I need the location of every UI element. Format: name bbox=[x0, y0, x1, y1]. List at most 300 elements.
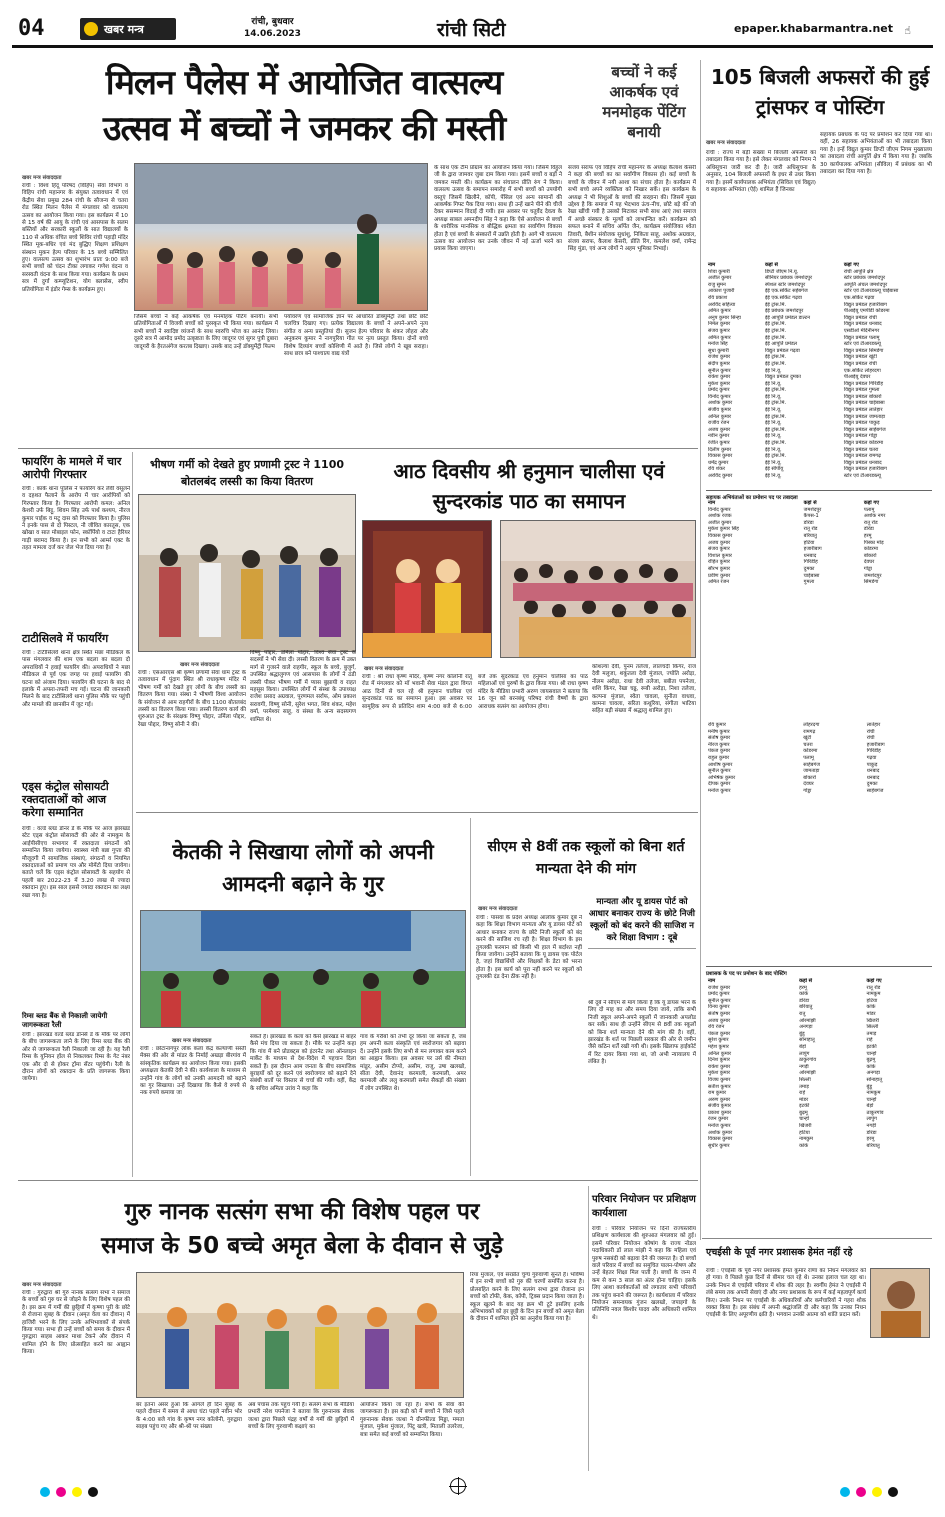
table-row bbox=[706, 1037, 932, 1044]
table-cell: सिल्ली bbox=[799, 1076, 811, 1083]
transfer-table-3 bbox=[706, 978, 932, 1228]
table-cell: संजय कुमार bbox=[708, 546, 730, 553]
table-row bbox=[706, 1090, 932, 1097]
registration-marks-left bbox=[40, 1482, 104, 1501]
table-row bbox=[706, 400, 932, 407]
table-cell: विद्युत प्रमंडल सिमडेगा bbox=[843, 347, 884, 354]
table-header-cell: कहां से bbox=[764, 262, 778, 268]
table-cell: दीपक कुमार bbox=[708, 781, 731, 788]
table-cell: ईई प्रबंधक जमशेदपुर bbox=[764, 308, 804, 315]
lead-col4: के साथ एक टीम प्रोग्राम का आयोजन किया गया। जिसमें विहुल जी के द्वारा जामवर जुबा दाम किया गया। इसमें बच्चों व बड़ों ने जमकर मस्ती की। कार्यक्रम का संचालन प्रीति रुंग ने किया। वात्सल्य उत्सव के समापन समारोह में सभी बच्चों को उपयोगी वस्तुएं जिसमें खिलौने, कॉपी, पेंसिल एवं अन्य सामानों की आकर्षक गिफ्ट पैक दिया गया। साथ ही उन्हें खाने पीने की चीजें देकर ससम्मान विदाई दी गयी। इस अवसर पर चतुर्वेद देवत्व के अध्यक्ष साबल अमनदीप सिंह ने कहा कि ऐसे आयोजन से बच्चों के शारीरिक मानसिक व बौद्धिक क्षमता का सर्वांगीण विकास होता है एवं बच्चों के संस्कारों में उन्नति होती है। आगे भी वात्सल्य उत्सव का आयोजन कर उनके जीवन में नई ऊर्जा भरने का प्रयास किया जाएगा। bbox=[434, 165, 562, 253]
date-block bbox=[244, 16, 301, 40]
table-cell: निर्मल कुमार bbox=[708, 321, 731, 328]
table-cell: विद्युत प्रमंडल पाकुड़ bbox=[843, 420, 880, 427]
lassi-illustration bbox=[139, 495, 356, 652]
transfer-body2: सहायक प्रबंधक के पद पर प्रमोशन कर दिया गया था। वहीं, 26 सहायक अभियंताओं का भी तबादला किया गया है। इन्हें विद्युत कुमार डिप्टी जीएम निगम मुख्यालय का तबादला रांची आपूर्ति क्षेत्र में किया गया है। जबकि 30 कार्यपालक अभियंता (सीविल) में प्रबंधक का भी तबादला कर दिया गया है। bbox=[820, 132, 932, 176]
table-cell: विकास कुमार bbox=[708, 1136, 733, 1143]
table-cell: धनबाद bbox=[866, 768, 880, 775]
table-row bbox=[706, 368, 932, 375]
guru-headline bbox=[22, 1195, 582, 1263]
table-cell: आशीष कुमार bbox=[708, 761, 733, 768]
table-cell: बोकारो bbox=[803, 774, 816, 781]
devotees-illustration bbox=[501, 521, 696, 658]
table-cell: कांके bbox=[866, 1063, 876, 1070]
table-cell: मनोज सिंह bbox=[708, 341, 728, 348]
table-header-row bbox=[706, 978, 932, 985]
table-cell: बुढ़मू bbox=[866, 1057, 876, 1064]
registration-crosshair-icon bbox=[450, 1478, 466, 1494]
table-row bbox=[706, 1044, 932, 1051]
table-row bbox=[706, 1130, 932, 1137]
table-cell: बरियातु bbox=[799, 1004, 813, 1011]
table-row bbox=[706, 381, 932, 388]
chalisa-byline: खबर मन्त्र संवाददाता bbox=[364, 666, 404, 672]
table-cell: विशाल कुमार bbox=[708, 552, 732, 559]
table-cell: सुरेश कुमार bbox=[708, 1037, 729, 1044]
table-cell: संजय कुमार bbox=[708, 327, 730, 334]
table-cell: राहे bbox=[866, 1037, 873, 1044]
table-cell: अशोक कुमार bbox=[708, 400, 733, 407]
table-row bbox=[706, 269, 932, 276]
hemant-portrait bbox=[870, 1268, 930, 1338]
table-cell: अनिल कुमार bbox=[708, 1050, 732, 1057]
table-cell: विद्युत प्रमंडल खूंटी bbox=[843, 354, 877, 361]
table-cell: विद्युत प्रमंडल गिरिडीह bbox=[843, 380, 884, 387]
hemant-headline: एचईसी के पूर्व नगर प्रशासक हेमंत नहीं रहे bbox=[706, 1247, 853, 1258]
table-cell: अजय कुमार bbox=[708, 1017, 731, 1024]
transfer-table-2b bbox=[706, 722, 932, 962]
table-cell: जमशेदपुर bbox=[863, 572, 882, 579]
table-cell: राहुल कुमार bbox=[708, 754, 730, 761]
table-cell: कोडरमा bbox=[803, 748, 818, 755]
table-cell: ईई एक.सर्किट सहेबगंज bbox=[764, 288, 808, 295]
transfer-body: रांची : राज्य में बड़ी संख्या में बिजली अफसरों का तबादला किया गया है। इसे लेकर मंगलवार को निगम ने अधिसूचना जारी कर दी है। जारी अधिसूचना के अनुसार, 104 बिजली अफसरों के इधर से उधर किया गया है। इसमें कार्यपालक अभियंता (सिविल एवं विद्युत) व सहायक अभियंता (ऐई) शामिल हैं जिनका bbox=[706, 150, 816, 194]
table-row bbox=[706, 1143, 932, 1150]
table-row bbox=[706, 473, 932, 480]
guru-col1: रांची : गुरुद्वारा श्री गुरु नानक सत्संग सभा ने समाज के बच्चों को गुरु घर से जोड़ने के लिए विशेष पहल की है। इस क्रम में गर्मी की छुट्टियों में कृष्णा पुरी के छोटे से रोजाना सुबह के दीवान (अमृत वेला का दीवान) में हाजिरी भरने के लिए उनके अभिभावकों से संपर्क किया गया। सभा ही उन्हें बच्चों को समय के दीवान में गुरुद्वारा साहब आकर माथा टेकने और दीवान में शामिल होने के लिए प्रोत्साहित करने का आह्वान किया। bbox=[22, 1290, 130, 1356]
table-cell: अजीत कुमार bbox=[708, 519, 732, 526]
table-cell: पाकुड़ bbox=[866, 761, 878, 768]
lead-headline bbox=[18, 60, 590, 152]
table-cell: विद्युत प्रमंडल गढ़वा bbox=[764, 347, 800, 354]
cm-byline: खबर मन्त्र संवाददाता bbox=[478, 906, 518, 912]
table-row bbox=[706, 315, 932, 322]
ketaki-col1: रांची : छोटानागपुर लोक कला केंद्र कल्याणी सस्ती मेक्स की ओर से मांडर के निर्माई अखड़ा बीरगांव में सांस्कृतिक कार्यक्रम का आयोजन किया गया। इसकी अध्यक्षता केतकी देवी ने की। कार्यशाला के माध्यम से उन्होंने गांव के लोगों को उनकी आमदनी को बढ़ाने का गुर सिखाया। उन्हें दिखाया कि कैसे वे रुपये से नक रुपये कमाया जा bbox=[140, 1046, 246, 1097]
table-cell: अरुण कुमार bbox=[708, 1096, 731, 1103]
table-header-cell: कहां से bbox=[799, 978, 813, 984]
table-cell: हटिया bbox=[803, 539, 815, 546]
table-cell: चाईबासा bbox=[803, 572, 820, 579]
table-cell: राजीव रंजन bbox=[708, 420, 730, 427]
table-cell: ईई ट्रांस.मि. bbox=[764, 360, 787, 367]
lassi-distribution-photo bbox=[138, 494, 356, 652]
rims-rally-body: रांची : झारखंड वर्ल्ड ब्लड डोनर्स डे के मौके पर लोगों के बीच जागरूकता लाने के लिए रिम्स ब्लड बैंक की ओर से जागरूकता रैली निकाली जा रही है। यह रैली रिम्स के युनियन हॉल से निकलकर रिम्स के गेट नंबर एक और दो से होकर ट्रॉमा सेंटर पहुंचेगी। रैली के दौरान लोगों को रक्तदान के प्रति जागरूक किया जायेगा। bbox=[22, 1032, 130, 1083]
table-row bbox=[706, 466, 932, 473]
table-cell: आकाश पुजारी bbox=[708, 288, 735, 295]
table-cell: ओरमांझी bbox=[799, 1017, 816, 1024]
table-cell: हरमू bbox=[863, 532, 872, 539]
table-row bbox=[706, 513, 932, 520]
table-cell: विद्युत प्रमंडल चतरा bbox=[843, 446, 879, 453]
kids-dance-photo bbox=[134, 163, 428, 311]
chalisa-body: रांची : श्री राधा कृष्ण मंदिर, कृष्ण नगर कॉलोनी रातू रोड में मंगलवार को माँ भवानी सेवा मंडल द्वारा विगत आठ दिनों से चल रहे श्री हनुमान चालीसा एवं सुन्दरकांड पाठ का समापन हुआ। इस अवसर पर सामूहिक रूप से प्रतिदिन शाम 4:00 बजे से 6:00 बजे तक सुंदरकांड एवं हनुमान चालीसा का पाठ महिलाओं एवं पुरुषों के द्वारा किया गया। श्री राधा कृष्ण मंदिर के मीडिया प्रभारी अरुण जायसवाल ने बताया कि 16 जून को बरनबंधु परिषद रांची वैष्णों के द्वारा आराधक सत्संग का आयोजन होगा। bbox=[362, 674, 588, 710]
gurudwara-children-photo bbox=[136, 1272, 464, 1398]
table-cell: गोड्डा bbox=[863, 565, 872, 572]
table-row bbox=[706, 998, 932, 1005]
table-row bbox=[706, 566, 932, 573]
table-cell: ठाकुरगांव bbox=[866, 1109, 884, 1116]
aids-society-body: रांची : वर्ल्ड ब्लड डोनर डे के मौके पर आज झारखंड स्टेट एड्स कंट्रोल सोसायटी की ओर से नामकुम के आईपीसीएच सभागार में रक्तदाता संगठनों को सम्मानित किया जायेगा। स्वास्थ्य मंत्री बन्ना गुप्ता की मौजूदगी में सामाजिक संस्थाएं, संगठनों व नियमित रक्तदाताओं को प्रमाण पत्र और मोमेंटो दिया जायेगा। बताते चलें कि एड्स कंट्रोल सोसायटी के सहयोग से पहली बार 2022-23 में 3.20 लाख से ज्यादा रक्तदान हुए। इस साल इससे ज्यादा रक्तदान का लक्ष्य रखा गया है। bbox=[22, 826, 130, 899]
table-cell: बुंडू bbox=[799, 1030, 805, 1037]
magenta-dot bbox=[56, 1487, 66, 1497]
table-row bbox=[706, 440, 932, 447]
table-row bbox=[706, 1024, 932, 1031]
table-row bbox=[706, 1116, 932, 1123]
table-cell: पलामू bbox=[803, 754, 814, 761]
table-row bbox=[706, 1064, 932, 1071]
table-row bbox=[706, 1051, 932, 1058]
table-cell: विद्युत प्रमंडल दुमका bbox=[764, 374, 801, 381]
table-cell: संतोष कुमार bbox=[708, 1010, 731, 1017]
hemant-body: रांची : एचईसी के पूर्व नगर प्रशासक हेमंत कुमार राणा का निधन मंगलवार को हो गया। वे पिछले कुछ दिनों से बीमार चल रहे थे। उनका इलाज चल रहा था। उनके निधन से एचईसी परिवार में शोक की लहर है। स्वर्गीय हेमंत ने एचईसी में लंबे समय तक अपनी सेवाएं दी और नगर प्रशासक के रूप में कई महत्वपूर्ण कार्य किए। उनके निधन पर एचईसी के अधिकारियों और कर्मचारियों ने गहरा शोक व्यक्त किया है। इस संबंध में अपनी श्रद्धांजलि दी और कहा कि उनका निधन एचईसी के लिए अपूरणीय क्षति है। भगवान उनकी आत्मा को शांति प्रदान करें। bbox=[706, 1268, 866, 1319]
table-row bbox=[706, 1084, 932, 1091]
transfer-table3-title: प्रशासक के पद पर प्रमोशन के बाद पोस्टिंग bbox=[706, 966, 932, 977]
table-cell: डोरंडा bbox=[799, 997, 810, 1004]
table-cell: विनय कुमार bbox=[708, 1004, 730, 1011]
table-cell: रातू bbox=[799, 1010, 806, 1017]
guru-col4: आयोजन किया जा रहा है। सभा के सेवा की जागरूकता है। इस कड़ी को में बच्चों ने जिसे पहले गुरुनानक सेवक जत्था ने ग्रीनफील्ड मिड्ढा, ममता मुंजाल, मुकेश मुंजाल, पिंटू खत्री, मिताली तलरेजा, बत्रा समेत कई बच्चों को सम्मानित किया। bbox=[360, 1402, 464, 1438]
table-cell: पीआईयू देवघर bbox=[843, 374, 871, 381]
table-cell: ईई आपूर्ति प्रमंडल डाल्टन bbox=[764, 314, 811, 321]
table-cell: अजीत कुमार bbox=[708, 275, 732, 282]
transfer-table-ae-cont bbox=[706, 722, 932, 795]
transfer-table-ae bbox=[706, 500, 932, 586]
table-cell: विद्युत प्रमंडल लातेहार bbox=[843, 407, 883, 414]
lead-headline-line1: मिलन पैलेस में आयोजित वात्सल्य bbox=[105, 63, 503, 103]
table-cell: तमाड़ bbox=[866, 1030, 877, 1037]
table-cell: मनीष कुमार bbox=[708, 728, 730, 735]
table-cell: लापुंग bbox=[799, 1050, 810, 1057]
table-cell: मनोज कुमार bbox=[708, 787, 731, 794]
table-cell: विद्युत प्रमंडल धनबाद bbox=[843, 321, 882, 328]
table-cell: स्टोर एवं टीआरडब्ल्यू चाईबासा bbox=[843, 288, 899, 295]
table-cell: राम कुमार bbox=[708, 1090, 727, 1097]
table-cell: सोनाहातू bbox=[866, 1076, 883, 1083]
cm-kicker: मान्यता और यू डायस पोर्ट को आधार बनाकर राज्य के छोटे निजी स्कूलों को बंद करने की साजिश न करे शिक्षा विभाग : दूबे bbox=[588, 896, 696, 949]
table-cell: प्रवीण कुमार bbox=[708, 572, 731, 579]
guru-headline-line2: समाज के 50 बच्चे अमृत बेला के दीवान से जुड़े bbox=[101, 1233, 503, 1259]
table-row bbox=[706, 1103, 932, 1110]
workshop-illustration bbox=[141, 911, 466, 1028]
rims-rally-headline: रिम्स ब्लड बैंक से निकाली जायेगी जागरूकता रैली bbox=[22, 1012, 108, 1029]
table-cell: प्रमोद कुमार bbox=[708, 387, 730, 394]
guru-col3: अब पचास तक पहुंच गयी है। सत्संग सभा के मीडिया प्रभारी नरेश पपनेजा ने बताया कि गुरुनानक सेवक जत्था द्वारा पिछले पंद्रह वर्षों से गर्मी की छुट्टियों में बच्चों के लिए गुरुवाणी कक्षाएं का bbox=[248, 1402, 354, 1431]
table-cell: विद्युत प्रमंडल बोकारो bbox=[843, 393, 882, 400]
table-cell: शिवा कुमारी bbox=[708, 268, 730, 275]
brand-logo-icon bbox=[84, 22, 98, 36]
cyan-dot bbox=[40, 1487, 50, 1497]
table-cell: ओरमांझी bbox=[799, 1070, 816, 1077]
table-cell: रांची आपूर्ति क्षेत्र bbox=[843, 268, 874, 275]
table-cell: रवि शंकर bbox=[708, 466, 725, 473]
table-row bbox=[706, 729, 932, 736]
table-row bbox=[706, 361, 932, 368]
table-cell: सिल्ली bbox=[866, 1024, 879, 1031]
transfer-headline: 105 बिजली अफसरों की हुई ट्रांसफर व पोस्टिंग bbox=[710, 65, 930, 119]
transfer-table-2 bbox=[706, 500, 932, 718]
yellow-dot bbox=[872, 1487, 882, 1497]
table-row bbox=[706, 1077, 932, 1084]
table-header-cell: नाम bbox=[708, 262, 716, 268]
guru-col5: रिया मुंजाल, एवं सरप्रीत चुग्घ गुरुवाणी सुनते हैं। भविष्य में इन सभी बच्चों को गुरु की चरणों समर्पित करना है। प्रोत्साहित करने के लिए सत्संग सभा द्वारा रोजाना इन बच्चों को टॉफी, केक, कॉपी, ट्रिक्स प्रदान किया जाता है। स्कूल खुलने के बाद यह क्रम भी टूटे इसलिए इनके अभिभावकों को हर छुट्टी के दिन इन बच्चों को अमृत बेला के दीवान में शामिल होने का अनुरोध किया गया है। bbox=[470, 1272, 584, 1323]
table-cell: स्टोर एवं टीआरडब्ल्यू bbox=[843, 473, 881, 479]
table-row bbox=[706, 387, 932, 394]
table-header-row bbox=[706, 262, 932, 269]
table-cell: अरविंद कुमार bbox=[708, 473, 733, 479]
table-row bbox=[706, 579, 932, 586]
lassi-body: रांची : एसआरएस श्री कृष्ण प्रणामी सेवा धाम ट्रस्ट के तत्वावधान में पुंदाग स्थित श्री राधाकृष्ण मंदिर में भीषण गर्मी को देखते हुए लोगों के बीच लस्सी का वितरण किया गया। संस्था ने भीषणी विश्व आयोजन के संयोजन से आम राहगीरों के बीच 1100 बोतलबंद लस्सी का वितरण किया गया। लस्सी वितरण कार्य की शुरुआत ट्रस्ट के संरक्षक विष्णु पोद्दार, उर्मिला पोद्दार, रेखा पोद्दार, विष्णु सोनी ने की। bbox=[138, 670, 246, 728]
table-cell: लातेहार bbox=[866, 722, 881, 728]
table-row bbox=[706, 460, 932, 467]
table-cell: खिजरी bbox=[799, 1123, 812, 1130]
table-cell: पंकज कुमार bbox=[708, 748, 731, 755]
table-row bbox=[706, 420, 932, 427]
deities-illustration bbox=[363, 521, 492, 658]
table-cell: दुमका bbox=[866, 781, 878, 788]
table-row bbox=[706, 1136, 932, 1143]
table-cell: मांडर bbox=[866, 1010, 876, 1017]
tatisilwai-headline: टाटीसिलवे में फायरिंग bbox=[22, 632, 109, 645]
table-cell: सीनियर प्रबंधक जमशेदपुर bbox=[764, 275, 813, 282]
table-cell: अजय कुमार bbox=[708, 426, 731, 433]
table-cell: बोकारो bbox=[863, 552, 877, 559]
table-cell: नामकुम bbox=[866, 991, 881, 998]
table-row bbox=[706, 1031, 932, 1038]
yellow-dot bbox=[72, 1487, 82, 1497]
table-cell: विद्युत प्रमंडल रामगढ़ bbox=[843, 453, 881, 460]
table-cell: गिरिडीह bbox=[866, 748, 881, 755]
table-cell: सुनील कुमार bbox=[708, 768, 731, 775]
black-dot bbox=[88, 1487, 98, 1497]
lead-col5: संजय सराफ एवं विहिप रांची महानगर के अध्यक्ष कैलाश केसरी ने कहा की बच्चों का का सर्वांगीण विकास हो। कई बच्चों के बच्चों के जीवन में नयी आशा का संचार होता है। कार्यक्रम में सभी बच्चे अपने व्यक्तित्व को निखार सकें। इस कार्यक्रम के अध्यक्ष ने भी शिशुओं के बच्चों की सरहाना की। जिसमें मुख्य उद्देश्य है कि समाज में यह भेदभाव ऊंच-नीच, छोटे बड़े की जो रेखा खींची गयी है उसको मिटाकर सभी साथ आएं तथा समाज में अच्छे संस्कार के मूल्यों को लाभान्वित करें। कार्यक्रम को सफल बनाने में सचिव अर्पित जैन, कार्यक्रम संयोजिका श्वेता तिवारी, बैशीन संयोजक सुधांशु, निकिता साहू, अशोक अग्रवाल, संजय सराफ, कैलाश केसरी, प्रीति रिंग, कमलेश वर्मा, रामेन्द्र सिंह मुंडा, एवं अन्य लोगों ने अहम भूमिका निभाई। bbox=[568, 165, 696, 253]
table-cell: जमशेदपुर bbox=[803, 506, 822, 513]
table-cell: चान्हो bbox=[799, 1116, 810, 1123]
table-cell: राहे bbox=[799, 1090, 806, 1097]
table-cell: राजु सुमन bbox=[708, 281, 726, 288]
table-cell: डोरंडा bbox=[866, 1129, 877, 1136]
table-cell: बुंडू bbox=[866, 1083, 873, 1090]
table-cell: अमित रंजन bbox=[708, 579, 730, 586]
table-row bbox=[706, 533, 932, 540]
table-cell: रांची bbox=[866, 728, 875, 735]
table-cell: ईई नि.यू. bbox=[764, 459, 782, 466]
table-cell: ईई ट्रांस.मि. bbox=[764, 334, 787, 341]
table-row bbox=[706, 374, 932, 381]
table-row bbox=[706, 573, 932, 580]
table-cell: एक.सर्किट लोहरदगा bbox=[843, 367, 881, 374]
ketaki-col3: गांव के गरीबों को तभी दूर किया जा सकता है, जब हम अपनी कला संस्कृति एवं स्वरोजगार को बढ़ावा दें। उन्होंने इसके लिए सभी से मन लगाकर काम करने का आह्वान किया। इस अवसर पर उर्स की नीमता मांडुर, असीम टोप्पो, असीम, राजू, उषा खलखो, सीता देवी, देवानंद करमाली, करमाली, अमर करमाली और ललु करमाली समेत सैकड़ों की संख्या में लोग उपस्थित थे। bbox=[360, 1034, 466, 1092]
table-header-cell: नाम bbox=[708, 500, 716, 506]
page-number: 04 bbox=[18, 16, 45, 41]
table-row bbox=[706, 427, 932, 434]
gurudwara-illustration bbox=[137, 1273, 464, 1398]
table-cell: खिजरी bbox=[866, 1017, 879, 1024]
table-header-cell: कहां से bbox=[803, 500, 817, 506]
table-row bbox=[706, 788, 932, 795]
table-cell: रामगढ़ bbox=[803, 728, 816, 735]
guru-headline-line1: गुरु नानक सत्संग सभा की विशेष पहल पर bbox=[124, 1199, 480, 1225]
table-cell: लोहरदगा bbox=[803, 722, 820, 728]
table-row bbox=[706, 354, 932, 361]
table-row bbox=[706, 1110, 932, 1117]
table-cell: मुकेश कुमार bbox=[708, 380, 730, 387]
table-cell: ईई नि.यू. bbox=[764, 407, 782, 414]
table-row bbox=[706, 553, 932, 560]
table-cell: हरमू bbox=[799, 984, 807, 991]
table-cell: नामकुम bbox=[866, 1090, 881, 1097]
table-cell: अशोक कुमार bbox=[708, 1129, 733, 1136]
table-cell: पलामू bbox=[863, 506, 875, 513]
table-row bbox=[706, 748, 932, 755]
table-cell: डिप्टी जीएम नि.यू. bbox=[764, 268, 799, 275]
table-cell: राकेश कुमार bbox=[708, 374, 731, 381]
date-city: रांची, बुधवार bbox=[251, 17, 294, 27]
lassi-byline: खबर मन्त्र संवाददाता bbox=[180, 662, 220, 668]
table-cell: ईई एक.सर्किट गढ़वा bbox=[764, 294, 802, 301]
table-cell: बरियातु bbox=[803, 532, 817, 539]
lead-col2: जिसमें बच्चों ने कई आकर्षक एवं मनमोहक पेंटिंग बनायी। सभी प्रतियोगिताओं में विजयी बच्चों को पुरस्कृत भी किया गया। कार्यक्रम में सभी बच्चों ने स्वादिष्ट व्यंजनों के साथ स्वरुचि भोज का आनंद लिया। दूसरे सत्र में आमोद प्रमोद उत्कृष्टता के लिए जादूगर एवं सुगर पुत्री दुबारा जादूगरी के हैरतअंगेज करतब दिखाए। उसके बाद उन्हें डॉक्युमेंट्री फिल्म bbox=[134, 314, 278, 350]
table-cell: ईई ट्रांस.मि. bbox=[764, 426, 787, 433]
table-cell: बेड़ो bbox=[799, 1043, 806, 1050]
table-row bbox=[706, 781, 932, 788]
table-cell: स्टोर प्रबंधक जमशेदपुर bbox=[843, 275, 886, 282]
guru-byline: खबर मन्त्र संवाददाता bbox=[22, 1282, 62, 1288]
table-cell: अमित कुमार bbox=[708, 334, 731, 341]
table-row bbox=[706, 520, 932, 527]
table-cell: विद्युत प्रमंडल कोडरमा bbox=[843, 440, 884, 447]
table-cell: रोहित कुमार bbox=[708, 559, 730, 566]
table-cell: आपूर्ति अंचल जमशेदपुर bbox=[843, 281, 888, 288]
table-row bbox=[706, 762, 932, 769]
brand-name: खबर मन्त्र bbox=[104, 23, 144, 36]
table-cell: गुमला bbox=[803, 579, 815, 586]
table-cell: ठाकुरगांव bbox=[799, 1057, 817, 1064]
cm-headline: सीएम से 8वीं तक स्कूलों को बिना शर्त मान्यता देने की मांग bbox=[487, 839, 685, 877]
cm-body: रांची : पासवा के प्रदेश अध्यक्ष आलोक कुमार दूबे ने कहा कि शिक्षा विभाग मान्यता और यू डायस पोर्ट को आधार बनाकर राज्य के छोटे निजी स्कूलों को बंद करने की साजिश रच रही है। शिक्षा विभाग के इस तुगलकी फरमान को किसी भी हाल में बर्दाश्त नहीं किया जायेगा। उन्होंने बताया कि यू डायस एक पोर्टल है, जहां विद्यार्थियों और शिक्षकों के डेटा को भरना होता है। इस कार्य को पूरा नहीं करने पर स्कूलों को तुगलकी दंड देना ठीक नहीं है। bbox=[476, 915, 582, 981]
table-cell: विद्युत प्रमंडल पलामू bbox=[843, 334, 880, 341]
table-cell: अनुप कुमार सिन्हा bbox=[708, 314, 741, 321]
table-cell: ईई नि.यू. bbox=[764, 380, 782, 387]
table-cell: अनगड़ा bbox=[799, 1024, 813, 1031]
table-cell: अशोक नगर bbox=[863, 513, 886, 520]
table-header-cell: कहां गए bbox=[863, 500, 879, 506]
table-cell: नामकुम bbox=[799, 1136, 814, 1143]
table-cell: अशोक रजक bbox=[708, 513, 732, 520]
black-dot bbox=[888, 1487, 898, 1497]
magenta-dot bbox=[856, 1487, 866, 1497]
table-row bbox=[706, 540, 932, 547]
table-cell: राजेश कुमार bbox=[708, 984, 731, 991]
table-header-cell: कहां गए bbox=[843, 262, 859, 268]
table-row bbox=[706, 1004, 932, 1011]
table-header-cell: नाम bbox=[708, 978, 716, 984]
table-row bbox=[706, 433, 932, 440]
table-cell: ईई ट्रांस.मि. bbox=[764, 387, 787, 394]
table-cell: बुढ़मू bbox=[799, 1109, 808, 1116]
table-row bbox=[706, 722, 932, 729]
chalisa-body2: कोशल्या देवी, पुनम तलेजा, लालचंदी किंगर, राज देवी मलुजा, शकुंतला देवी मुंजाल, ज्योति अरोड़ा, नीलम अरोड़ा, राधा देवी तलेजा, बबीता पपनेजा, शशि किंगर, रेखा चढ्ढ, रूबी अरोड़ा, निशा तलेजा, कल्पना मुंजाल, स्वेता चावला, सुनीता वाधवा, कामना चावला, सरिता कथूरिया, संगीता भाटिया सहित बड़ी संख्या में श्रद्धालु शामिल हुए। bbox=[592, 664, 696, 715]
table-row bbox=[706, 742, 932, 749]
table-row bbox=[706, 1123, 932, 1130]
table-cell: साहेबगंज bbox=[803, 761, 821, 768]
table-cell: अरविंद सहित्या bbox=[708, 301, 736, 308]
table-row bbox=[706, 282, 932, 289]
table-cell: राकेश कुमार bbox=[708, 1063, 731, 1070]
table-cell: कांके bbox=[799, 1142, 809, 1149]
table-cell: स्पेशल स्टोर जमशेदपुर bbox=[764, 281, 806, 288]
table-cell: पंकज कुमार bbox=[708, 1030, 731, 1037]
ketaki-headline: केतकी ने सिखाया लोगों को अपनी आमदनी बढ़ाने के गुर bbox=[172, 840, 434, 896]
masthead bbox=[12, 12, 933, 48]
table-row bbox=[706, 991, 932, 998]
table-cell: ईई ट्रांस.मि. bbox=[764, 440, 787, 447]
table-row bbox=[706, 559, 932, 566]
website[interactable]: epaper.khabarmantra.net bbox=[734, 22, 893, 35]
table-cell: इटकी bbox=[799, 1103, 810, 1110]
table-cell: सतीश कुमार bbox=[708, 1083, 731, 1090]
transfer-table2-title: सहायक अभियंताओं का प्रमोशन पद पर तबादला bbox=[706, 490, 932, 501]
table-cell: ईई ट्रांस.मि. bbox=[764, 301, 787, 308]
table-row bbox=[706, 341, 932, 348]
table-cell: संजीव कुमार bbox=[708, 1103, 731, 1110]
ketaki-workshop-photo bbox=[140, 910, 466, 1028]
aids-society-headline: एड्स कंट्रोल सोसायटी रक्तदाताओं को आज करेगा सम्मानित bbox=[22, 780, 109, 819]
cursor-icon: ☝ bbox=[904, 24, 911, 37]
table-cell: रांची bbox=[866, 735, 875, 742]
table-cell: विजय कुमार bbox=[708, 1076, 731, 1083]
table-row bbox=[706, 1070, 932, 1077]
table-cell: विद्युत प्रमंडल रांची bbox=[843, 360, 877, 367]
table-cell: नवीन कुमार bbox=[708, 433, 730, 440]
table-row bbox=[706, 1097, 932, 1104]
table-row bbox=[706, 526, 932, 533]
parivar-headline: परिवार नियोजन पर प्रशिक्षण कार्यशाला bbox=[592, 1194, 696, 1219]
table-cell: साहेबगंज bbox=[866, 787, 884, 794]
lead-col1: रांची : विश्व हिंदू परिषद (विहिप) सेवा विभाग व विहिप रांची महानगर के संयुक्त तत्वावधान में एवं केंद्रीय सेवा प्रमुख 284 रांची के सौजन्य से चतरा रोड स्थित मिलन पैलेस में मंगलवार को वात्सल्य उत्सव का आयोजन किया गया। इस कार्यक्रम में 10 से 15 वर्ष की आयु के रांची एवं आसपास के सलम बस्तियों और सरकारी स्कूलों के सात विद्यालयों के 110 से अधिक वंचित बच्चे शिविर रांची पहाड़ी मंदिर स्थित मूक-बधिर एवं मंद बुद्धिए शिक्षण प्रशिक्षण संस्थान मुकन हेल्प परिवार के 15 बच्चे सम्मिलित हुए। वात्सल्य उत्सव का शुभारंभ प्रातः 9:00 बजे सभी बच्चों को चंदन टीका लगाकर गणेश वंदना व सरस्वती वंदना के साथ किया गया। कार्यक्रम के प्रथम सत्र में दुर्गा कम्प्यूटिशन, योग क्लासेस, स्वीप प्रतियोगिता में इंडोर गेम्स के कार्यक्रम हुए। bbox=[22, 183, 128, 293]
kids-dance-illustration bbox=[135, 164, 428, 311]
table-cell: विद्युत प्रमंडल जामताड़ा bbox=[843, 413, 886, 420]
table-cell: दिलीप कुमार bbox=[708, 446, 732, 453]
table-cell: कोडरमा bbox=[863, 546, 878, 553]
table-cell: ईई नि.यू. bbox=[764, 446, 782, 453]
table-cell: संतोष कुमार bbox=[708, 735, 731, 742]
registration-marks-right bbox=[840, 1482, 904, 1501]
table-cell: ईई नि.यू. bbox=[764, 420, 782, 427]
table-cell: धर्मेंद्र कुमार bbox=[708, 459, 729, 466]
transfer-table-1 bbox=[706, 262, 932, 490]
table-cell: ईई नि.यू. bbox=[764, 433, 782, 440]
table-cell: चान्हो bbox=[866, 1050, 877, 1057]
table-cell: गढ़वा bbox=[866, 754, 877, 761]
table-cell: नीरज कुमार bbox=[708, 741, 730, 748]
table-cell: विद्युत प्रमंडल चाईबासा bbox=[843, 400, 885, 407]
lead-kicker: बच्चों ने कई आकर्षक एवं मनमोहक पेंटिंग बनायी bbox=[602, 63, 686, 141]
table-cell: गोड्डा bbox=[803, 787, 812, 794]
table-cell: अमित कुमार bbox=[708, 308, 731, 315]
table-cell: अनगड़ा bbox=[866, 1070, 880, 1077]
table-row bbox=[706, 546, 932, 553]
cyan-dot bbox=[840, 1487, 850, 1497]
